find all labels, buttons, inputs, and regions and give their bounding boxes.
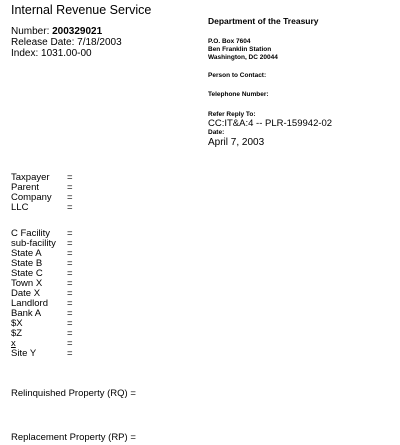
agency-name: Internal Revenue Service <box>11 3 152 17</box>
equals-sign: = <box>67 288 73 299</box>
refer-reply-value: CC:IT&A:4 -- PLR-159942-02 <box>208 118 333 129</box>
equals-sign: = <box>67 182 73 193</box>
definition-term: Bank A <box>11 308 42 319</box>
telephone-number-label: Telephone Number: <box>208 91 269 98</box>
equals-sign: = <box>67 328 73 339</box>
equals-sign: = <box>67 338 73 349</box>
number-label: Number: <box>11 26 53 37</box>
definition-term: Parent <box>11 182 39 193</box>
relinquished-property-label: Relinquished Property (RQ) = <box>11 388 136 399</box>
definition-term: $X <box>11 318 23 329</box>
definition-term: State C <box>11 268 43 279</box>
department-name: Department of the Treasury <box>208 16 319 26</box>
definition-term: $Z <box>11 328 23 339</box>
release-date: Release Date: 7/18/2003 <box>11 37 122 48</box>
date-value: April 7, 2003 <box>208 137 265 148</box>
equals-sign: = <box>67 238 73 249</box>
address-line-1: P.O. Box 7604 <box>208 38 251 45</box>
number-value: 200329021 <box>52 26 103 37</box>
definition-term: Site Y <box>11 348 37 359</box>
equals-sign: = <box>67 202 73 213</box>
index-number: Index: 1031.00-00 <box>11 48 92 59</box>
equals-sign: = <box>67 278 73 289</box>
address-line-2: Ben Franklin Station <box>208 46 272 53</box>
definition-term: State A <box>11 248 42 259</box>
document-number <box>11 26 102 37</box>
definition-term: Date X <box>11 288 41 299</box>
definition-term: Landlord <box>11 298 48 309</box>
equals-sign: = <box>67 172 73 183</box>
definition-term: C Facility <box>11 228 51 239</box>
equals-sign: = <box>67 248 73 259</box>
equals-sign: = <box>67 228 73 239</box>
equals-sign: = <box>67 308 73 319</box>
date-label: Date: <box>208 129 225 136</box>
definition-term: State B <box>11 258 43 269</box>
equals-sign: = <box>67 348 73 359</box>
definition-term: Company <box>11 192 52 203</box>
definition-term: Town X <box>11 278 43 289</box>
equals-sign: = <box>67 318 73 329</box>
equals-sign: = <box>67 298 73 309</box>
equals-sign: = <box>67 268 73 279</box>
definition-term: x <box>11 338 16 349</box>
definition-term: LLC <box>11 202 29 213</box>
person-to-contact-label: Person to Contact: <box>208 72 267 79</box>
replacement-property-label: Replacement Property (RP) = <box>11 432 136 443</box>
definition-term: sub-facility <box>11 238 56 249</box>
equals-sign: = <box>67 192 73 203</box>
address-line-3: Washington, DC 20044 <box>208 54 278 61</box>
refer-reply-label: Refer Reply To: <box>208 111 256 118</box>
definition-term: Taxpayer <box>11 172 50 183</box>
equals-sign: = <box>67 258 73 269</box>
